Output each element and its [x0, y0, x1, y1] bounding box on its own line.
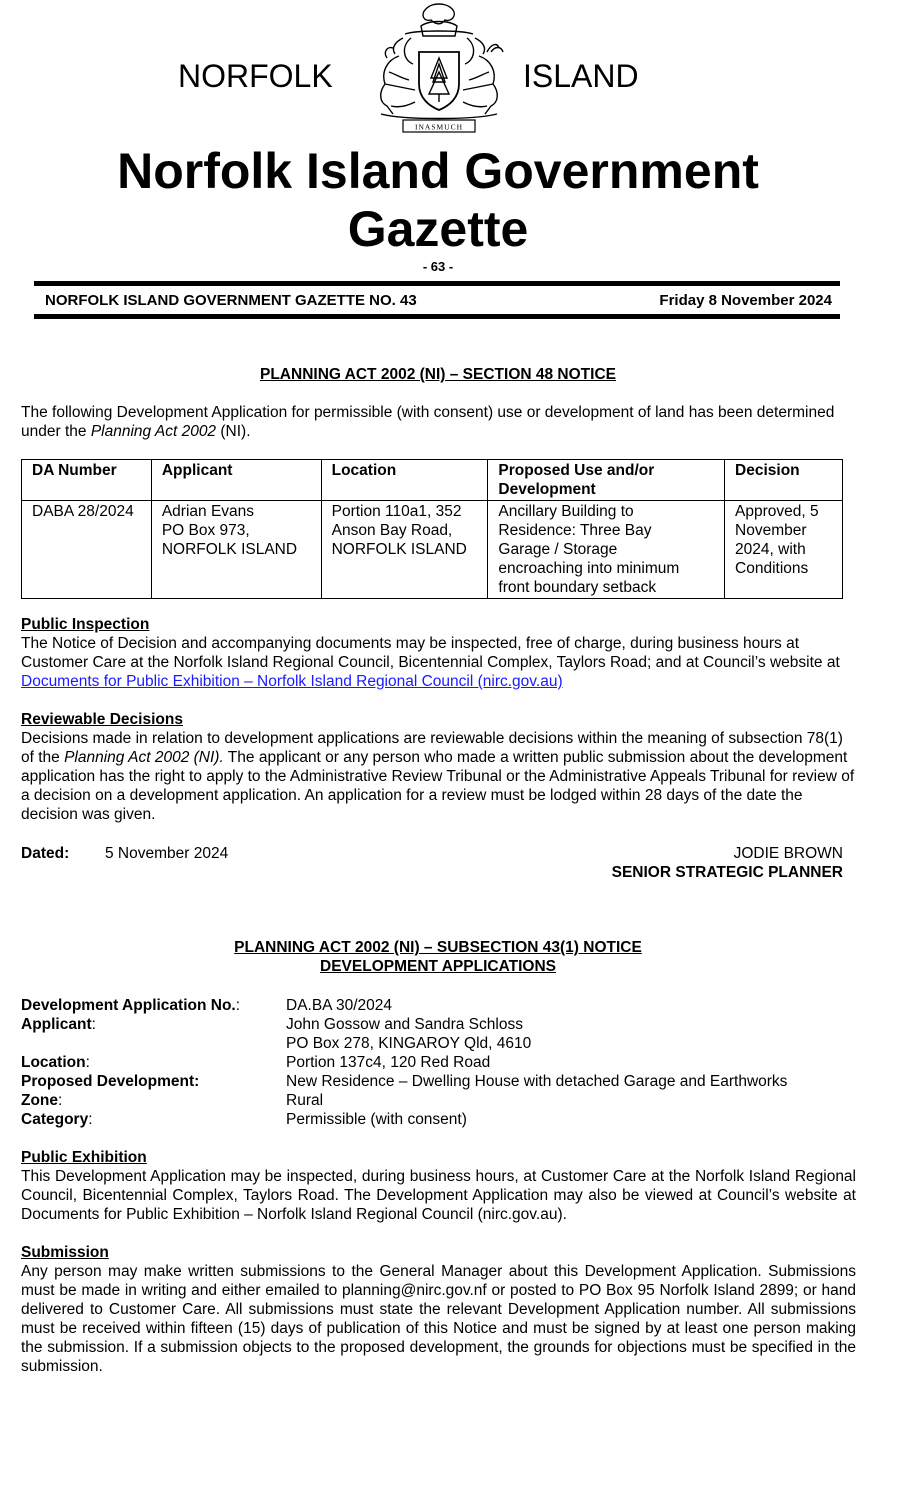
public-inspection-text: The Notice of Decision and accompanying documents may be inspected, free of charge, during business hours at Customer Care at the Norfolk Island Regional Council, Bicentennial Complex, Taylors Road; and at Council’s website at [21, 635, 840, 671]
page-number: - 63 - [422, 259, 454, 274]
field-label-da-no [21, 996, 240, 1015]
public-inspection-paragraph [21, 634, 861, 691]
field-value-location: Portion 137c4, 120 Red Road [286, 1054, 491, 1071]
table-header-cell: Decision [725, 460, 843, 501]
table-header-cell: Proposed Use and/or Development [488, 460, 725, 501]
table-cell: Approved, 5 November 2024, with Conditions [725, 501, 843, 599]
notice2-heading-line1: PLANNING ACT 2002 (NI) – SUBSECTION 43(1) NOTICE [234, 939, 642, 956]
notice1-intro-text: The following Development Application for permissible (with consent) use or development of land has been determined under the [21, 404, 835, 440]
field-value-category: Permissible (with consent) [286, 1111, 467, 1128]
field-label-text: Applicant [21, 1016, 92, 1033]
public-exhibition-heading: Public Exhibition [21, 1149, 147, 1166]
field-label-text: Proposed Development: [21, 1073, 200, 1090]
field-label-proposed-development [21, 1072, 199, 1091]
reviewable-decisions-heading: Reviewable Decisions [21, 711, 183, 728]
notice1-intro-act-name: Planning Act 2002 [90, 423, 217, 440]
field-label-text: Development Application No. [21, 997, 236, 1014]
table-cell: Adrian Evans PO Box 973, NORFOLK ISLAND [151, 501, 321, 599]
public-inspection-heading: Public Inspection [21, 616, 150, 633]
notice2-heading-line2: DEVELOPMENT APPLICATIONS [320, 958, 556, 975]
gazette-title-line2: Gazette [347, 201, 529, 257]
submission-heading: Submission [21, 1244, 109, 1261]
notice1-intro [21, 403, 843, 441]
field-label-zone [21, 1091, 62, 1110]
field-label-colon: : [91, 1016, 96, 1033]
reviewable-text: Decisions made in relation to development applications are reviewable decisions within the meaning of subsection 78(1) of the [21, 730, 843, 766]
table-cell: Ancillary Building to Residence: Three Bay Garage / Storage encroaching into minimum front boundary setback [488, 501, 725, 599]
field-label-text: Location [21, 1054, 86, 1071]
field-label-colon: : [88, 1111, 93, 1128]
field-label-colon: : [85, 1054, 90, 1071]
notice1-intro-text-end: (NI). [216, 423, 251, 440]
signatory-name: JODIE BROWN [733, 845, 843, 862]
field-value-applicant-address: PO Box 278, KINGAROY Qld, 4610 [286, 1035, 532, 1052]
field-label-text: Zone [21, 1092, 59, 1109]
table-header-cell: DA Number [22, 460, 152, 501]
notice1-heading: PLANNING ACT 2002 (NI) – SECTION 48 NOTICE [260, 366, 616, 383]
public-exhibition-text: This Development Application may be inspected, during business hours, at Customer Care at the Norfolk Island Regional Council, Bicentennial Complex, Taylors Road. The Development Application may also be viewed at Council’s website at Documents for Public Exhibition – Norfolk Island Regional Council (nirc.gov.au). [21, 1168, 856, 1223]
field-value-zone: Rural [286, 1092, 324, 1109]
field-value-applicant: John Gossow and Sandra Schloss [286, 1016, 523, 1033]
field-value-proposed-development: New Residence – Dwelling House with detached Garage and Earthworks [286, 1073, 788, 1090]
gazette-title-line1: Norfolk Island Government [117, 143, 759, 199]
table-row [22, 501, 843, 599]
reviewable-text-end: The applicant or any person who made a written public submission about the development application has the right to apply to the Administrative Review Tribunal or the Administrative Appeals Tribunal for review of a decision on a development application. An application for a review must be lodged within 28 days of the date the decision was given. [21, 749, 855, 823]
gazette-date: Friday 8 November 2024 [659, 292, 832, 309]
dated-label: Dated: [21, 845, 70, 862]
coat-of-arms-icon [365, 2, 513, 136]
header-rule-bottom [34, 314, 840, 319]
masthead-left-word: NORFOLK [178, 58, 333, 94]
masthead-right-word: ISLAND [523, 58, 639, 94]
reviewable-act-name: Planning Act 2002 (NI). [64, 749, 224, 766]
field-label-applicant [21, 1015, 96, 1034]
table-cell: Portion 110a1, 352 Anson Bay Road, NORFOLK ISLAND [321, 501, 488, 599]
table-cell: DABA 28/2024 [22, 501, 152, 599]
field-label-text: Category [21, 1111, 89, 1128]
submission-text: Any person may make written submissions to the General Manager about this Development Application. Submissions must be made in writing and either emailed to planning@nirc.gov.nf or posted to PO Box 95 Norfolk Island 2899; or hand delivered to Customer Care. All submissions must state the relevant Development Application number. All submissions must be received within fifteen (15) days of publication of this Notice and must be signed by at least one person making the submission. If a submission objects to the proposed development, the grounds for objections must be specified in the submission. [21, 1263, 856, 1375]
public-exhibition-link[interactable]: Documents for Public Exhibition – Norfolk Island Regional Council (nirc.gov.au) [21, 673, 563, 690]
signatory-title: SENIOR STRATEGIC PLANNER [611, 864, 843, 881]
determination-table [21, 459, 843, 599]
table-header-row [22, 460, 843, 501]
field-value-da-no: DA.BA 30/2024 [286, 997, 392, 1014]
reviewable-decisions-paragraph [21, 729, 857, 824]
table-header-cell: Location [321, 460, 488, 501]
dated-value: 5 November 2024 [105, 845, 229, 862]
gazette-number: NORFOLK ISLAND GOVERNMENT GAZETTE NO. 43 [45, 292, 417, 309]
svg-text:INASMUCH: INASMUCH [414, 122, 464, 132]
field-label-colon: : [58, 1092, 63, 1109]
field-label-colon: : [235, 997, 241, 1014]
field-label-category [21, 1110, 93, 1129]
header-rule-top [34, 281, 840, 286]
field-label-location [21, 1053, 90, 1072]
table-header-cell: Applicant [151, 460, 321, 501]
